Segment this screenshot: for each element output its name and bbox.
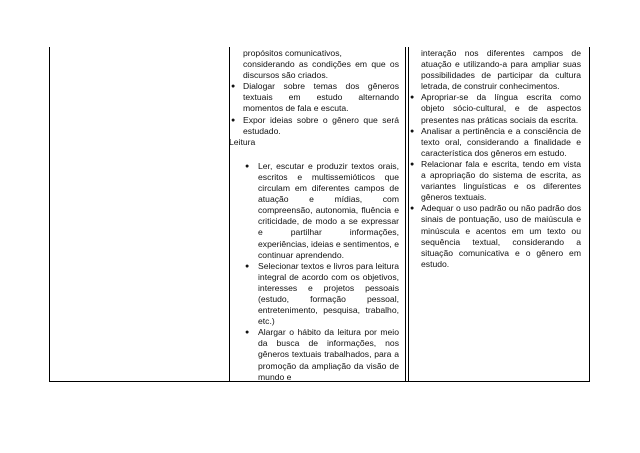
column-divider-2-a xyxy=(405,47,406,382)
list-item: ● Adequar o uso padrão ou não padrão dos sinais de pontuação, uso de maiúscula e minúscula e acentos em um texto ou sequência textual, considerando a situação comunicativa e o gênero em estudo. xyxy=(410,203,581,269)
lead-line-1: propósitos comunicativos, xyxy=(243,48,342,58)
list-item: ● Dialogar sobre temas dos gêneros textuais em estudo alternando momentos de fala e escuta. xyxy=(231,81,399,114)
table-left-border xyxy=(49,47,50,382)
lead-line-2: considerando as condições em que os discursos são criados. xyxy=(243,59,399,81)
objectives-column xyxy=(229,48,399,383)
list-item: ● Expor ideias sobre o gênero que será estudado. xyxy=(231,114,399,136)
bullet-icon: ● xyxy=(245,262,250,270)
bullet-icon: ● xyxy=(410,94,415,102)
section-label-leitura: Leitura xyxy=(229,136,256,147)
lead-paragraph: interação nos diferentes campos de atuação e utilizando-a para ampliar suas possibilidades de participar da cultura letrada, de construir conhecimentos. xyxy=(421,48,581,92)
list-item: ● Analisar a pertinência e a consciência de texto oral, considerando a finalidade e característica dos gêneros em estudo. xyxy=(410,125,581,158)
table-right-border xyxy=(589,47,590,382)
skills-column xyxy=(409,48,581,270)
skills-list xyxy=(409,92,581,270)
bullet-icon: ● xyxy=(410,205,415,213)
leitura-list xyxy=(229,161,399,383)
list-item: ● Alargar o hábito da leitura por meio da busca de informações, nos gêneros textuais trabalhados, para a promoção da ampliação da visão de mundo e xyxy=(245,327,399,382)
bullet-icon: ● xyxy=(231,83,236,91)
list-item: ● Apropriar-se da língua escrita como objeto sócio-cultural, e de aspectos presentes nas práticas sociais da escrita. xyxy=(410,92,581,125)
bullet-icon: ● xyxy=(245,329,250,337)
bullet-icon: ● xyxy=(231,116,236,124)
bullet-icon: ● xyxy=(410,127,415,135)
list-item: ● Selecionar textos e livros para leitura integral de acordo com os objetivos, interesses e projetos pessoais (estudo, formação pessoal, entretenimento, pesquisa, trabalho, etc.) xyxy=(245,260,399,327)
bullet-icon: ● xyxy=(410,160,415,168)
top-list xyxy=(229,81,399,136)
list-item: ● Ler, escutar e produzir textos orais, escritos e multissemióticos que circulam em diferentes campos de atuação e mídias, com compreensão, autonomia, fluência e criticidade, de modo a se expressar e partilhar informações, experiências, ideias e sentimentos, e continuar aprendendo. xyxy=(245,160,399,260)
bullet-icon: ● xyxy=(245,162,250,170)
list-item: ● Relacionar fala e escrita, tendo em vista a apropriação do sistema de escrita, as variantes linguísticas e os diferentes gêneros textuais. xyxy=(410,158,581,203)
